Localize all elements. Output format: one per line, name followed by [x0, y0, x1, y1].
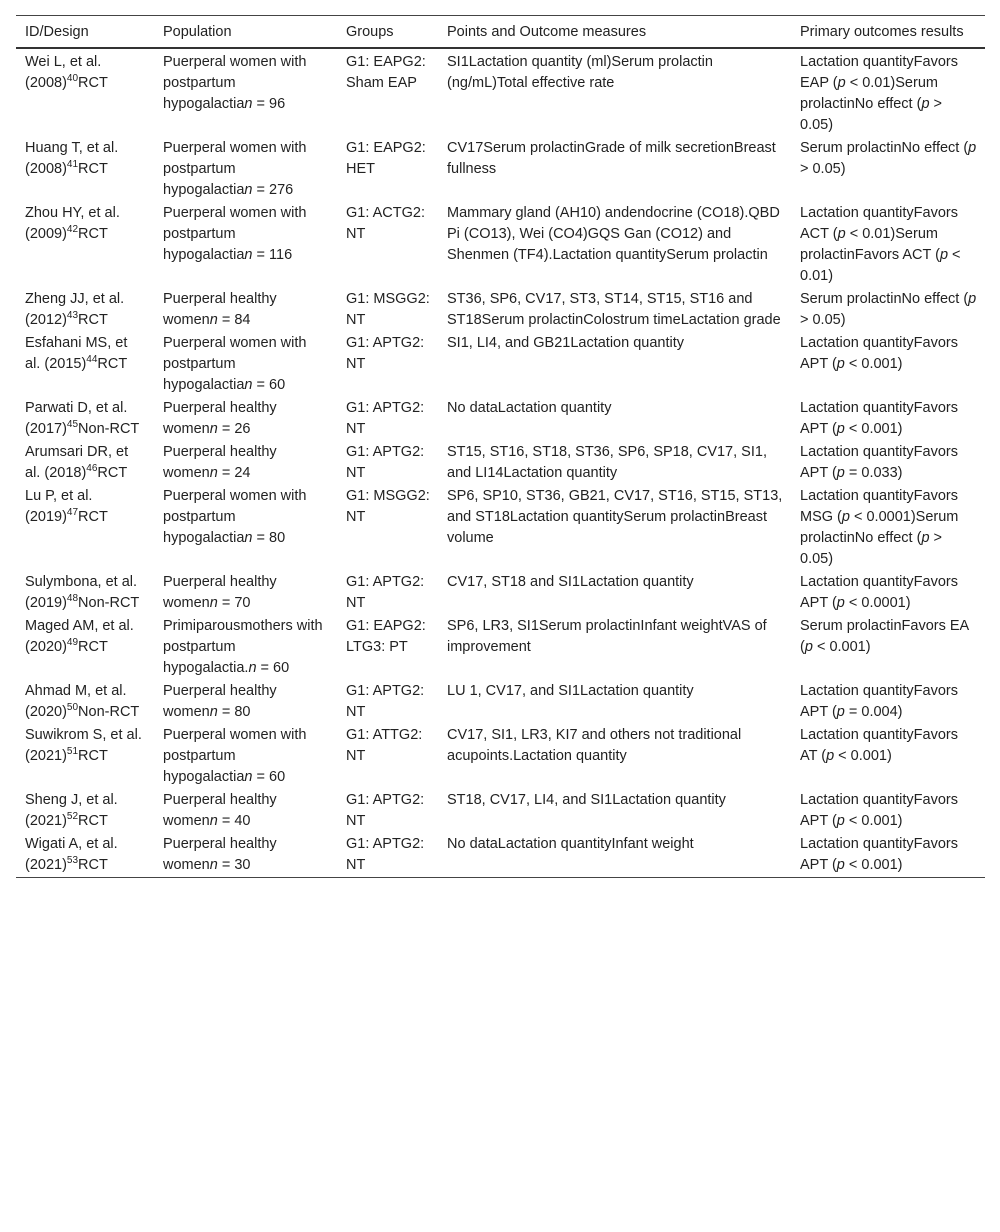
table-row — [16, 789, 985, 833]
cell-groups: G1: ACTG2: NT — [346, 205, 425, 242]
study-design: RCT — [97, 465, 128, 481]
cell-results — [791, 724, 985, 789]
result-text: < 0.001) — [844, 813, 903, 829]
population-description: Puerperal women with postpartum hypogalactia — [163, 205, 307, 263]
result-text: Lactation quantityFavors APT ( — [800, 400, 958, 437]
cell-points: LU 1, CV17, and SI1Lactation quantity — [447, 683, 694, 699]
cell-id-design — [16, 724, 154, 789]
cell-groups: G1: MSGG2: NT — [346, 488, 430, 525]
p-value-symbol: p — [921, 96, 930, 112]
sample-size-value: = 60 — [252, 377, 286, 393]
sample-size-value: = 24 — [217, 465, 251, 481]
p-value-symbol: p — [826, 748, 835, 764]
cell-groups: G1: EAPG2: Sham EAP — [346, 54, 426, 91]
sample-size-value: = 276 — [252, 182, 294, 198]
study-author: Sheng J, et al. — [25, 792, 118, 808]
result-text: Lactation quantityFavors APT ( — [800, 836, 958, 873]
cell-groups: G1: APTG2: NT — [346, 335, 425, 372]
study-design: RCT — [78, 161, 108, 177]
table-row — [16, 202, 985, 288]
study-year: (2012) — [25, 312, 67, 328]
study-year: (2020) — [25, 704, 67, 720]
result-text: < 0.01)Serum prolactinNo effect ( — [800, 75, 938, 112]
cell-population — [154, 680, 337, 724]
table-row — [16, 397, 985, 441]
reference-number: 51 — [66, 746, 79, 758]
cell-points: SI1Lactation quantity (ml)Serum prolactin (ng/mL)Total effective rate — [447, 54, 713, 91]
cell-id-design — [16, 833, 154, 878]
cell-points: CV17Serum prolactinGrade of milk secretionBreast fullness — [447, 140, 776, 177]
cell-points: No dataLactation quantity — [447, 400, 612, 416]
reference-number: 46 — [86, 463, 98, 475]
population-description: Puerperal healthy women — [163, 683, 277, 720]
reference-number: 47 — [66, 507, 79, 519]
cell-points: ST15, ST16, ST18, ST36, SP6, SP18, CV17, SI1, and LI14Lactation quantity — [447, 444, 767, 481]
cell-id-design — [16, 789, 154, 833]
cell-results — [791, 680, 985, 724]
sample-size-label: n — [209, 595, 218, 611]
cell-id-design — [16, 288, 154, 332]
population-description: Puerperal women with postpartum hypogalactia — [163, 140, 307, 198]
p-value-symbol: p — [836, 421, 845, 437]
study-author: Parwati D, et al. — [25, 400, 128, 416]
table-body — [16, 48, 985, 878]
cell-groups: G1: EAPG2: LTG3: PT — [346, 618, 426, 655]
sample-size-label: n — [209, 465, 218, 481]
cell-results — [791, 137, 985, 202]
cell-id-design — [16, 397, 154, 441]
p-value-symbol: p — [939, 247, 949, 263]
study-design: RCT — [78, 509, 108, 525]
study-year: (2020) — [25, 639, 67, 655]
result-text: Lactation quantityFavors APT ( — [800, 444, 958, 481]
table-row — [16, 137, 985, 202]
result-text: Lactation quantityFavors ACT ( — [800, 205, 958, 242]
study-year: (2019) — [25, 595, 67, 611]
table-row — [16, 833, 985, 878]
sample-size-value: = 40 — [217, 813, 251, 829]
header-groups: Groups — [346, 24, 394, 40]
header-row — [16, 16, 985, 49]
cell-population — [154, 615, 337, 680]
sample-size-label: n — [248, 660, 257, 676]
result-text: < 0.001) — [844, 421, 903, 437]
sample-size-label: n — [209, 312, 218, 328]
table-row — [16, 485, 985, 571]
result-text: = 0.004) — [844, 704, 903, 720]
p-value-symbol: p — [836, 465, 845, 481]
table-row — [16, 571, 985, 615]
cell-population — [154, 332, 337, 397]
reference-number: 53 — [66, 855, 79, 867]
cell-id-design — [16, 680, 154, 724]
result-text: Lactation quantityFavors MSG ( — [800, 488, 958, 525]
table-row — [16, 48, 985, 137]
p-value-symbol: p — [836, 813, 845, 829]
p-value-symbol: p — [836, 857, 845, 873]
reference-number: 42 — [66, 224, 79, 236]
study-author: Suwikrom S, et al. — [25, 727, 142, 743]
cell-points: CV17, SI1, LR3, KI7 and others not traditional acupoints.Lactation quantity — [447, 727, 742, 764]
sample-size-label: n — [209, 421, 218, 437]
cell-results — [791, 48, 985, 137]
sample-size-label: n — [244, 769, 253, 785]
cell-id-design — [16, 485, 154, 571]
result-text: < 0.001) — [812, 639, 871, 655]
cell-id-design — [16, 332, 154, 397]
study-year: (2021) — [25, 857, 67, 873]
study-year: (2019) — [25, 509, 67, 525]
study-author: Lu P, et al. — [25, 488, 93, 504]
sample-size-label: n — [209, 704, 218, 720]
study-year: (2018) — [44, 465, 87, 481]
study-design: RCT — [78, 75, 108, 91]
reference-number: 45 — [66, 419, 79, 431]
cell-results — [791, 288, 985, 332]
result-text: Serum prolactinFavors EA ( — [800, 618, 969, 655]
result-text: Lactation quantityFavors APT ( — [800, 792, 958, 829]
cell-population — [154, 789, 337, 833]
study-author: Sulymbona, et al. — [25, 574, 138, 590]
cell-groups: G1: EAPG2: HET — [346, 140, 426, 177]
p-value-symbol: p — [841, 509, 850, 525]
study-author: Ahmad M, et al. — [25, 683, 127, 699]
sample-size-value: = 30 — [217, 857, 251, 873]
studies-table — [16, 15, 985, 878]
cell-groups: G1: MSGG2: NT — [346, 291, 430, 328]
result-text: < 0.0001)Serum prolactinNo effect ( — [800, 509, 959, 546]
study-design: RCT — [78, 226, 108, 242]
study-design: Non-RCT — [78, 704, 140, 720]
table-row — [16, 332, 985, 397]
result-text: Lactation quantityFavors APT ( — [800, 335, 958, 372]
population-description: Puerperal women with postpartum hypogalactia — [163, 727, 307, 785]
result-text: > 0.05) — [800, 530, 943, 567]
study-year: (2015) — [44, 356, 87, 372]
cell-id-design — [16, 571, 154, 615]
population-description: Puerperal women with postpartum hypogalactia — [163, 54, 307, 112]
result-text: < 0.01) — [800, 247, 961, 284]
p-value-symbol: p — [837, 226, 846, 242]
p-value-symbol: p — [968, 291, 977, 307]
result-text: < 0.001) — [844, 356, 903, 372]
p-value-symbol: p — [836, 595, 845, 611]
cell-results — [791, 789, 985, 833]
p-value-symbol: p — [804, 639, 813, 655]
header-population: Population — [163, 24, 232, 40]
p-value-symbol: p — [837, 75, 846, 91]
cell-groups: G1: APTG2: NT — [346, 683, 425, 720]
study-author: Esfahani MS, et al. — [25, 335, 128, 372]
cell-groups: G1: APTG2: NT — [346, 574, 425, 611]
header-results: Primary outcomes results — [800, 24, 964, 40]
result-text: Lactation quantityFavors EAP ( — [800, 54, 958, 91]
study-author: Maged AM, et al. — [25, 618, 134, 634]
cell-points: Mammary gland (AH10) andendocrine (CO18).QBD Pi (CO13), Wei (CO4)GQS Gan (CO12) and Shenmen (TF4).Lactation quantitySerum prolactin — [447, 205, 780, 263]
study-design: RCT — [78, 639, 108, 655]
cell-groups: G1: APTG2: NT — [346, 836, 425, 873]
study-author: Zhou HY, et al. — [25, 205, 120, 221]
cell-points: SP6, LR3, SI1Serum prolactinInfant weightVAS of improvement — [447, 618, 767, 655]
header-points: Points and Outcome measures — [447, 24, 647, 40]
result-text: > 0.05) — [800, 312, 846, 328]
reference-number: 43 — [66, 310, 79, 322]
cell-population — [154, 833, 337, 878]
reference-number: 49 — [66, 637, 79, 649]
cell-id-design — [16, 48, 154, 137]
cell-points: ST36, SP6, CV17, ST3, ST14, ST15, ST16 and ST18Serum prolactinColostrum timeLactation grade — [447, 291, 781, 328]
study-author: Huang T, et al. — [25, 140, 119, 156]
table-header — [16, 16, 985, 49]
result-text: > 0.05) — [800, 96, 943, 133]
result-text: Lactation quantityFavors AT ( — [800, 727, 958, 764]
sample-size-label: n — [244, 182, 253, 198]
result-text: < 0.001) — [834, 748, 892, 764]
cell-population — [154, 202, 337, 288]
sample-size-label: n — [244, 96, 253, 112]
header-id-design: ID/Design — [25, 24, 89, 40]
table-row — [16, 441, 985, 485]
cell-groups: G1: APTG2: NT — [346, 444, 425, 481]
study-year: (2021) — [25, 813, 67, 829]
sample-size-value: = 84 — [217, 312, 251, 328]
reference-number: 50 — [66, 702, 79, 714]
sample-size-value: = 60 — [252, 769, 286, 785]
population-description: Primiparousmothers with postpartum hypogalactia. — [163, 618, 323, 676]
population-description: Puerperal women with postpartum hypogalactia — [163, 488, 307, 546]
sample-size-value: = 96 — [252, 96, 286, 112]
p-value-symbol: p — [968, 140, 977, 156]
study-design: RCT — [78, 857, 108, 873]
study-author: Wigati A, et al. — [25, 836, 118, 852]
study-design: RCT — [78, 748, 108, 764]
cell-id-design — [16, 202, 154, 288]
reference-number: 52 — [66, 811, 79, 823]
study-design: Non-RCT — [78, 595, 140, 611]
result-text: < 0.0001) — [844, 595, 911, 611]
cell-population — [154, 724, 337, 789]
cell-population — [154, 485, 337, 571]
p-value-symbol: p — [921, 530, 930, 546]
study-design: RCT — [97, 356, 128, 372]
result-text: = 0.033) — [844, 465, 903, 481]
cell-population — [154, 441, 337, 485]
table-row — [16, 680, 985, 724]
cell-results — [791, 397, 985, 441]
cell-population — [154, 137, 337, 202]
sample-size-value: = 26 — [217, 421, 251, 437]
reference-number: 48 — [66, 593, 79, 605]
cell-results — [791, 571, 985, 615]
study-author: Zheng JJ, et al. — [25, 291, 125, 307]
population-description: Puerperal healthy women — [163, 836, 277, 873]
cell-groups: G1: APTG2: NT — [346, 400, 425, 437]
reference-number: 44 — [86, 354, 98, 366]
cell-population — [154, 571, 337, 615]
result-text: > 0.05) — [800, 161, 846, 177]
cell-points: SI1, LI4, and GB21Lactation quantity — [447, 335, 684, 351]
sample-size-value: = 80 — [217, 704, 251, 720]
population-description: Puerperal healthy women — [163, 574, 277, 611]
cell-results — [791, 332, 985, 397]
cell-results — [791, 833, 985, 878]
table-row — [16, 288, 985, 332]
cell-population — [154, 397, 337, 441]
p-value-symbol: p — [836, 356, 845, 372]
cell-id-design — [16, 615, 154, 680]
cell-population — [154, 48, 337, 137]
study-year: (2009) — [25, 226, 67, 242]
cell-points: No dataLactation quantityInfant weight — [447, 836, 694, 852]
result-text: Lactation quantityFavors APT ( — [800, 574, 958, 611]
result-text: < 0.01)Serum prolactinFavors ACT ( — [800, 226, 940, 263]
cell-groups: G1: APTG2: NT — [346, 792, 425, 829]
population-description: Puerperal women with postpartum hypogalactia — [163, 335, 307, 393]
study-year: (2017) — [25, 421, 67, 437]
sample-size-label: n — [244, 530, 253, 546]
cell-id-design — [16, 441, 154, 485]
study-year: (2021) — [25, 748, 67, 764]
cell-points: ST18, CV17, LI4, and SI1Lactation quantity — [447, 792, 726, 808]
result-text: Serum prolactinNo effect ( — [800, 291, 969, 307]
population-description: Puerperal healthy women — [163, 792, 277, 829]
cell-results — [791, 615, 985, 680]
cell-points: SP6, SP10, ST36, GB21, CV17, ST16, ST15, ST13, and ST18Lactation quantitySerum prolactinBreast volume — [447, 488, 783, 546]
population-description: Puerperal healthy women — [163, 400, 277, 437]
sample-size-label: n — [209, 813, 218, 829]
sample-size-label: n — [244, 247, 253, 263]
sample-size-value: = 70 — [217, 595, 251, 611]
study-design: RCT — [78, 813, 108, 829]
population-description: Puerperal healthy women — [163, 291, 277, 328]
reference-number: 41 — [66, 159, 79, 171]
table-row — [16, 615, 985, 680]
result-text: < 0.001) — [844, 857, 903, 873]
cell-results — [791, 202, 985, 288]
study-design: Non-RCT — [78, 421, 140, 437]
sample-size-value: = 60 — [256, 660, 290, 676]
result-text: Serum prolactinNo effect ( — [800, 140, 969, 156]
result-text: Lactation quantityFavors APT ( — [800, 683, 958, 720]
reference-number: 40 — [66, 73, 79, 85]
sample-size-label: n — [209, 857, 218, 873]
cell-results — [791, 485, 985, 571]
p-value-symbol: p — [836, 704, 845, 720]
table-row — [16, 724, 985, 789]
study-design: RCT — [78, 312, 108, 328]
study-year: (2008) — [25, 75, 67, 91]
cell-population — [154, 288, 337, 332]
sample-size-value: = 116 — [252, 247, 293, 263]
study-author: Wei L, et al. — [25, 54, 102, 70]
sample-size-label: n — [244, 377, 253, 393]
sample-size-value: = 80 — [252, 530, 286, 546]
population-description: Puerperal healthy women — [163, 444, 277, 481]
cell-groups: G1: ATTG2: NT — [346, 727, 423, 764]
cell-id-design — [16, 137, 154, 202]
study-year: (2008) — [25, 161, 67, 177]
cell-points: CV17, ST18 and SI1Lactation quantity — [447, 574, 694, 590]
cell-results — [791, 441, 985, 485]
study-author: Arumsari DR, et al. — [25, 444, 129, 481]
